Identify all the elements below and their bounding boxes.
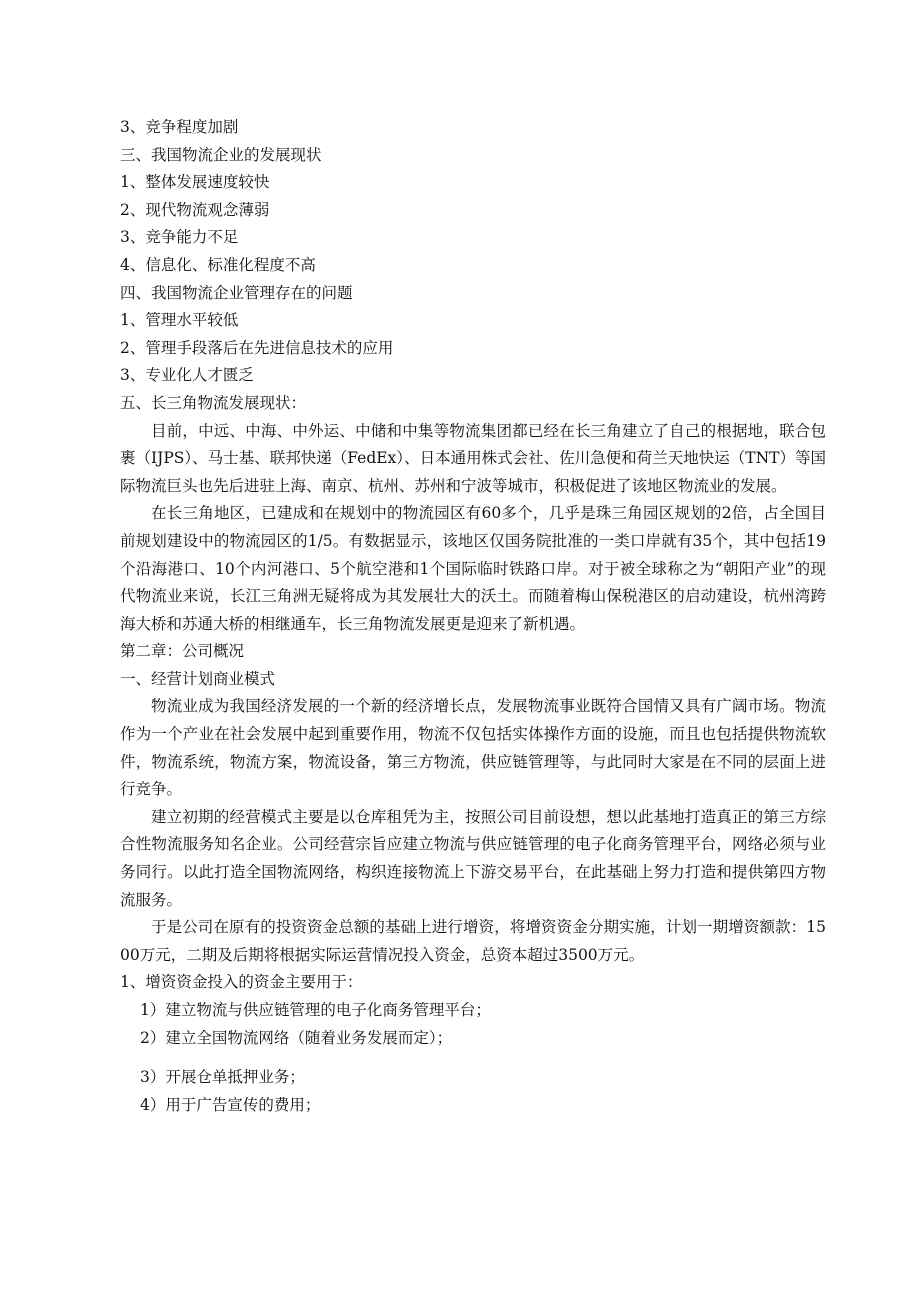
paragraph-operating-model: 建立初期的经营模式主要是以仓库租凭为主，按照公司目前设想，想以此基地打造真正的第三方综合性物流服务知名企业。公司经营宗旨应建立物流与供应链管理的电子化商务管理平台，网络必须与业务同行。以此打造全国物流网络，构织连接物流上下游交易平台，在此基础上努力打造和提供第四方物流服务。	[120, 807, 826, 909]
list-item-low-informatization: 4、信息化、标准化程度不高	[120, 255, 316, 274]
list-heading-fund-usage: 1、增资资金投入的资金主要用于：	[120, 973, 363, 992]
sub-item-national-network: 2）建立全国物流网络（随着业务发展而定）；	[140, 1028, 453, 1047]
paragraph-logistics-parks: 在长三角地区，已建成和在规划中的物流园区有60多个，几乎是珠三角园区规划的2倍，占全国目前规划建设中的物流园区的1/5。有数据显示，该地区仅国务院批准的一类口岸就有35个，其中包括19个沿海港口、10个内河港口、5个航空港和1个国际临时铁路口岸。对于被全球称之为“朝阳产业”的现代物流业来说，长江三角洲无疑将成为其发展壮大的沃土。而随着梅山保税港区的启动建设，杭州湾跨海大桥和苏通大桥的相继通车，长三角物流发展更是迎来了新机遇。	[120, 504, 826, 633]
paragraph-industry-growth: 物流业成为我国经济发展的一个新的经济增长点，发展物流事业既符合国情又具有广阔市场。物流作为一个产业在社会发展中起到重要作用，物流不仅包括实体操作方面的设施，而且也包括提供物流软件，物流系统，物流方案，物流设备，第三方物流，供应链管理等，与此同时大家是在不同的层面上进行竞争。	[120, 697, 826, 799]
list-item-weak-concept: 2、现代物流观念薄弱	[120, 200, 270, 219]
sub-item-warehouse-pledge: 3）开展仓单抵押业务；	[140, 1068, 305, 1087]
section-heading-yangtze-delta: 五、长三角物流发展现状：	[120, 393, 307, 412]
list-item-fast-growth: 1、整体发展速度较快	[120, 173, 270, 192]
list-item-backward-means: 2、管理手段落后在先进信息技术的应用	[120, 338, 394, 357]
chapter-title: 第二章：公司概况	[120, 642, 245, 661]
heading-competition-intensified: 3、竞争程度加剧	[120, 118, 239, 136]
list-item-low-competitiveness: 3、竞争能力不足	[120, 228, 239, 247]
list-item-low-management-level: 1、管理水平较低	[120, 311, 239, 330]
section-heading-development-status: 三、我国物流企业的发展现状	[120, 145, 322, 164]
document-body	[120, 114, 826, 1119]
sub-item-advertising-cost: 4）用于广告宣传的费用；	[140, 1095, 321, 1114]
paragraph-capital-increase: 于是公司在原有的投资资金总额的基础上进行增资，将增资资金分期实施，计划一期增资额款：1500万元，二期及后期将根据实际运营情况投入资金，总资本超过3500万元。	[120, 918, 826, 964]
section-heading-business-model: 一、经营计划商业模式	[120, 669, 276, 688]
paragraph-logistics-giants: 目前，中远、中海、中外运、中储和中集等物流集团都已经在长三角建立了自己的根据地，联合包裹（IJPS）、马士基、联邦快递（FedEx）、日本通用株式会社、佐川急便和荷兰天地快运（TNT）等国际物流巨头也先后进驻上海、南京、杭州、苏州和宁波等城市，积极促进了该地区物流业的发展。	[120, 421, 826, 495]
sub-item-ecommerce-platform: 1）建立物流与供应链管理的电子化商务管理平台；	[140, 1001, 491, 1019]
section-heading-management-problems: 四、我国物流企业管理存在的问题	[120, 283, 353, 302]
list-item-talent-shortage: 3、专业化人才匮乏	[120, 366, 254, 385]
